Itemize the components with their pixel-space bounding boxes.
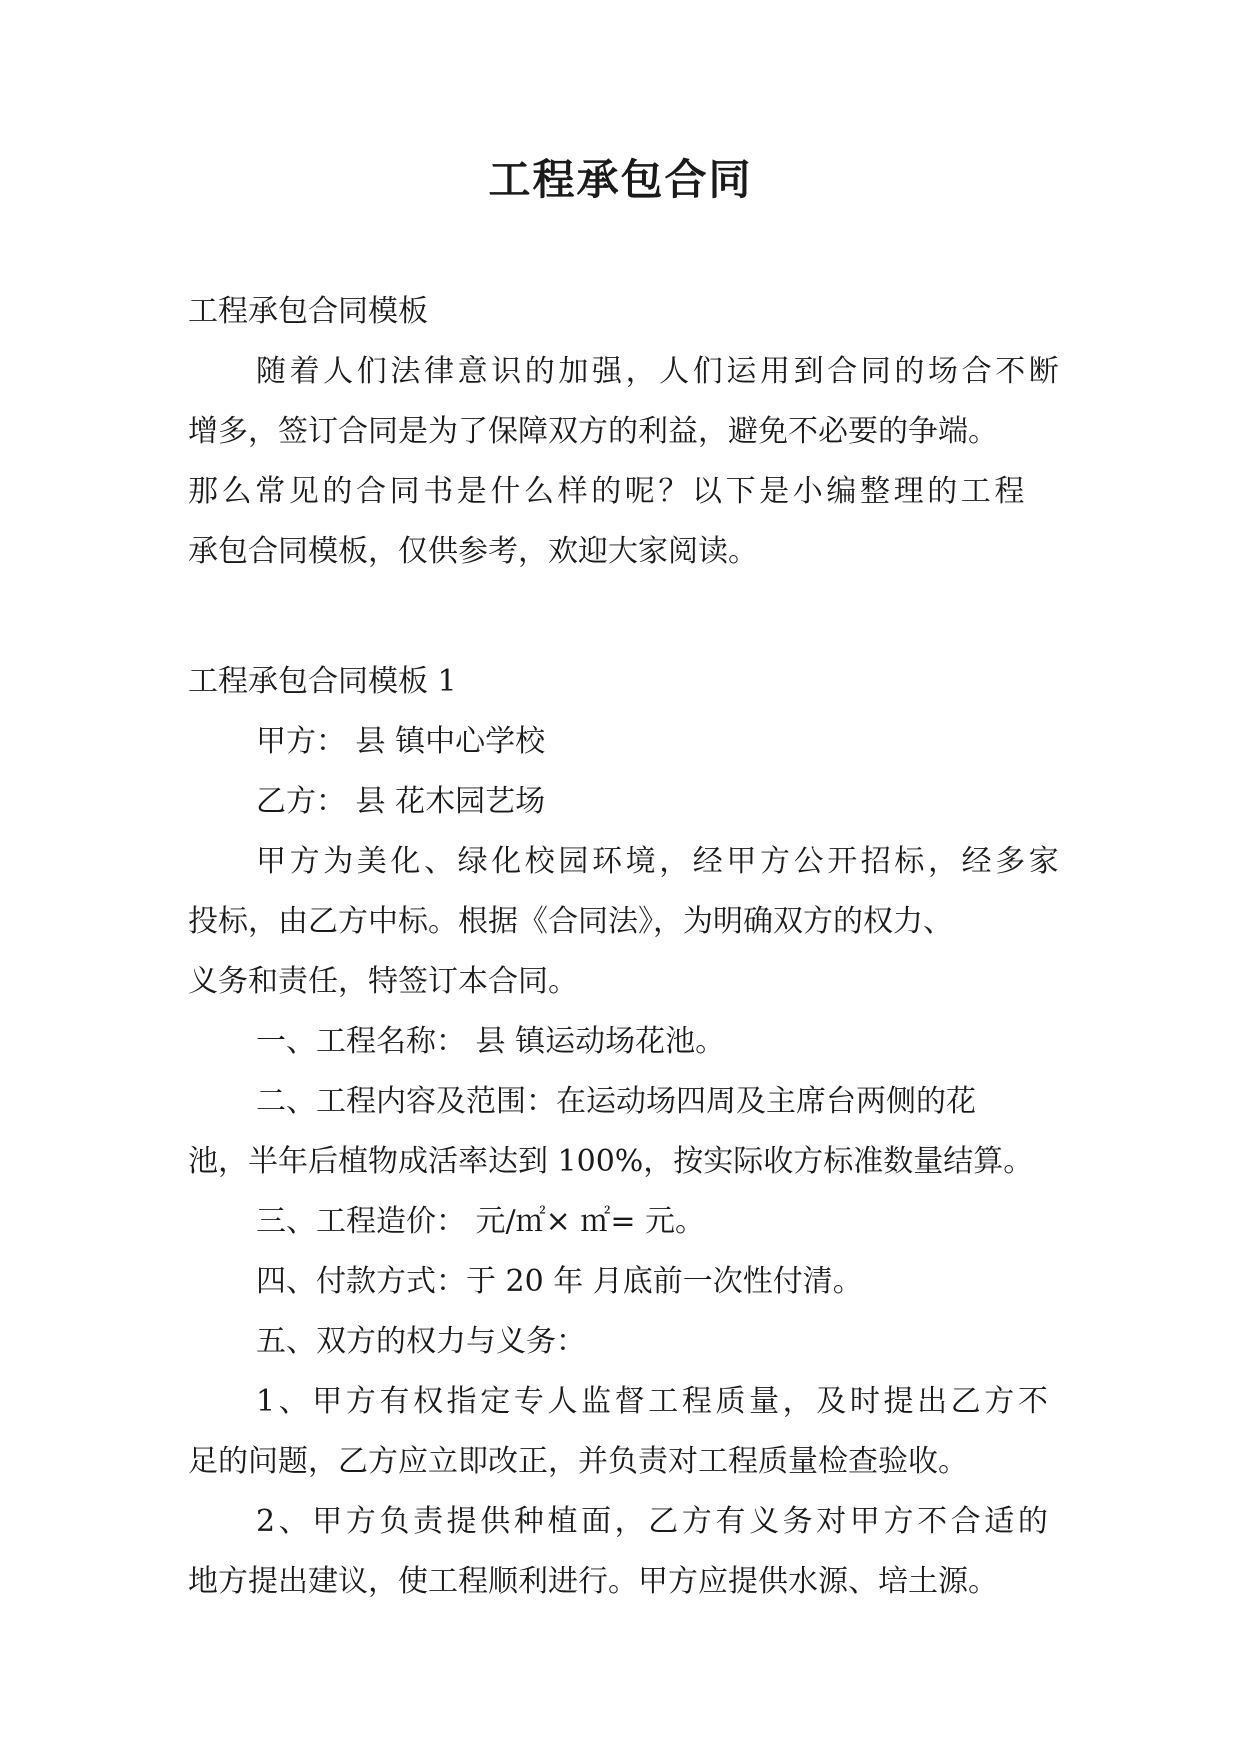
intro-paragraph — [188, 342, 1063, 582]
paragraph-line: 地方提出建议，使工程顺利进行。甲方应提供水源、培土源。 — [188, 1564, 998, 1599]
paragraph-line: 池，半年后植物成活率达到 100%，按实际收方标准数量结算。 — [188, 1144, 1034, 1179]
preamble-paragraph — [188, 832, 1063, 1012]
paragraph-line: 承包合同模板，仅供参考，欢迎大家阅读。 — [188, 534, 758, 569]
clause-project-scope — [188, 1072, 1056, 1192]
document-body — [188, 282, 1063, 1612]
paragraph-line: 增多，签订合同是为了保障双方的利益，避免不必要的争端。 — [188, 414, 998, 449]
obligation-item-1 — [188, 1372, 1056, 1492]
paragraph-line: 1、甲方有权指定专人监督工程质量，及时提出乙方不 — [256, 1384, 1052, 1419]
party-a: 甲方： 县 镇中心学校 — [256, 724, 546, 759]
party-b: 乙方： 县 花木园艺场 — [256, 784, 546, 819]
intro-heading: 工程承包合同模板 — [188, 294, 428, 329]
section-spacer — [188, 582, 1056, 652]
paragraph-line: 义务和责任，特签订本合同。 — [188, 964, 578, 999]
obligation-item-2 — [188, 1492, 1056, 1612]
paragraph-line: 随着人们法律意识的加强，人们运用到合同的场合不断 — [256, 354, 1063, 389]
clause-rights-obligations: 五、双方的权力与义务： — [256, 1324, 586, 1359]
paragraph-line: 那么常见的合同书是什么样的呢？以下是小编整理的工程 — [188, 474, 1028, 509]
section-heading: 工程承包合同模板 1 — [188, 664, 457, 699]
paragraph-line: 投标，由乙方中标。根据《合同法》，为明确双方的权力、 — [188, 904, 953, 939]
paragraph-line: 甲方为美化、绿化校园环境，经甲方公开招标，经多家 — [256, 844, 1063, 879]
paragraph-line: 2、甲方负责提供种植面，乙方有义务对甲方不合适的 — [256, 1504, 1052, 1539]
paragraph-line: 二、工程内容及范围：在运动场四周及主席台两侧的花 — [256, 1084, 976, 1119]
clause-project-cost: 三、工程造价： 元/㎡× ㎡= 元。 — [256, 1204, 705, 1239]
document-title: 工程承包合同 — [488, 155, 753, 204]
clause-payment-method: 四、付款方式：于 20 年 月底前一次性付清。 — [256, 1264, 863, 1299]
paragraph-line: 足的问题，乙方应立即改正，并负责对工程质量检查验收。 — [188, 1444, 968, 1479]
clause-project-name: 一、工程名称： 县 镇运动场花池。 — [256, 1024, 726, 1059]
